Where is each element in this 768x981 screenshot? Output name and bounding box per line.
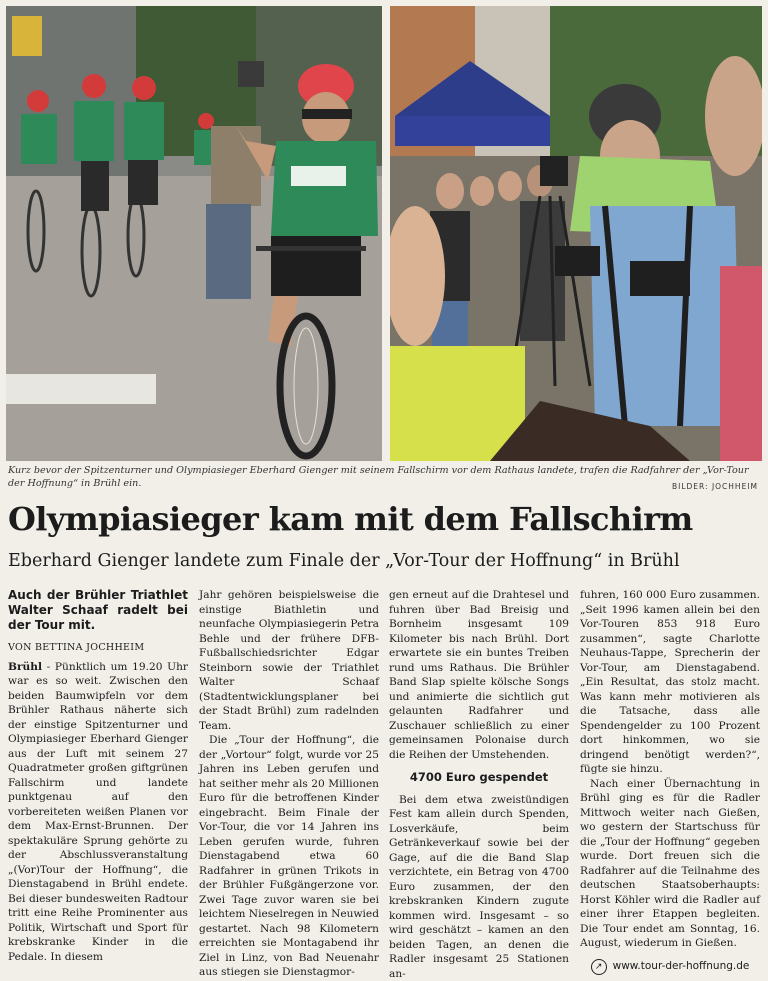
paragraph: Jahr gehören beispielsweise die einstige Biathletin und neunfache Olympiasiegerin Petra Behle und der frühere DFB-Fußballschiedsrichter Edgar Steinborn sowie der Triathlet Walter Schaaf (Stadtentwicklungsplaner bei der Stadt Brühl) zum radelnden Team. — [199, 588, 379, 733]
headline: Olympiasieger kam mit dem Fallschirm — [8, 499, 760, 539]
web-link[interactable] — [580, 959, 760, 975]
photo-credit: BILDER: JOCHHEIM — [672, 482, 758, 491]
lead-paragraph — [8, 660, 188, 965]
paragraph: fuhren, 160 000 Euro zusammen. „Seit 1996 kamen allein bei den Vor-Touren 853 918 Euro zusammen“, sagte Charlotte Neuhaus-Tappe, Sprecherin der Vor-Tour, am Dienstagabend. „Ein Resultat, das stolz macht. Was kann mehr motivieren als die Tatsache, dass alle Spendengelder zu 100 Prozent dort hinkommen, wo sie dringend benötigt werden?“, fügte sie hinzu. — [580, 588, 760, 777]
photo-parachutist — [390, 6, 762, 461]
lead-text: - Pünktlich um 19.20 Uhr war es so weit. Zwischen den beiden Baumwipfeln vor dem Brühler Rathaus näherte sich der einstige Spitzenturner und Olympiasieger Eberhard Gienger aus der Luft mit seinem 27 Quadratmeter großen giftgrünen Fallschirm und landete punktgenau auf den vorbereiteten weißen Planen vor dem Max-Ernst-Brunnen. Der spektakuläre Sprung gehörte zu der Abschlussveranstaltung „(Vor)Tour der Hoffnung“, die Dienstagabend in Brühl endete. Bei dieser bundesweiten Radtour tritt eine Reihe Prominenter aus Politik, Wirtschaft und Sport für krebskranke Kinder in die Pedale. In diesem — [8, 661, 188, 963]
article-column-4 — [580, 588, 760, 975]
byline: VON BETTINA JOCHHEIM — [8, 641, 188, 656]
photo-cyclists — [6, 6, 382, 461]
photo-caption: Kurz bevor der Spitzenturner und Olympiasieger Eberhard Gienger mit seinem Fallschirm vor dem Rathaus landete, trafen die Radfahrer der „Vor-Tour der Hoffnung“ in Brühl ein. — [8, 464, 760, 490]
paragraph: Die „Tour der Hoffnung“, die der „Vortour“ folgt, wurde vor 25 Jahren ins Leben gerufen und hat seither mehr als 20 Millionen Euro für die betroffenen Kinder eingebracht. Beim Finale der Vor-Tour, die vor 14 Jahren ins Leben gerufen wurde, fuhren Dienstagabend etwa 60 Radfahrer in grünen Trikots in der Brühler Fußgängerzone vor. Zwei Tage zuvor waren sie bei leichtem Nieselregen in Neuwied gestartet. Nach 98 Kilometern erreichten sie Montagabend ihr Ziel in Linz, von Bad Neuenahr aus stiegen sie Dienstagmor- — [199, 733, 379, 980]
link-arrow-icon: ↗ — [591, 959, 607, 975]
article-column-1 — [8, 588, 188, 964]
dateline: Brühl — [8, 661, 42, 673]
section-heading: 4700 Euro gespendet — [389, 770, 569, 785]
paragraph: Nach einer Übernachtung in Brühl ging es für die Radler Mittwoch weiter nach Gießen, wo gestern der Startschuss für die „Tour der Hoffnung“ gegeben wurde. Dort freuen sich die Radfahrer auf die Teilnahme des deutschen Staatsoberhaupts: Horst Köhler wird die Radler auf einer ihrer Etappen begleiten. Die Tour endet am Sonntag, 16. August, wiederum in Gießen. — [580, 777, 760, 951]
web-link-text[interactable]: www.tour-der-hoffnung.de — [613, 959, 750, 974]
paragraph: Bei dem etwa zweistündigen Fest kam allein durch Spenden, Losverkäufe, beim Getränkeverkauf sowie bei der Gage, auf die die Band Slap verzichtete, ein Betrag von 4700 Euro zusammen, der den krebskranken Kindern zugute kommen wird. Insgesamt – so wird geschätzt – kamen an den beiden Tagen, an denen die Radler insgesamt 25 Stationen an- — [389, 793, 569, 981]
subheadline: Eberhard Gienger landete zum Finale der „Vor-Tour der Hoffnung“ in Brühl — [8, 550, 760, 572]
article-column-3 — [389, 588, 569, 981]
paragraph: gen erneut auf die Drahtesel und fuhren über Bad Breisig und Bornheim insgesamt 109 Kilometer bis nach Brühl. Dort erwartete sie ein buntes Treiben rund ums Rathaus. Die Brühler Band Slap spielte kölsche Songs und animierte die sichtlich gut gelaunten Radfahrer und Zuschauer schließlich zu einer gemeinsamen Polonaise durch die Reihen der Umstehenden. — [389, 588, 569, 762]
article-column-2 — [199, 588, 379, 980]
teaser: Auch der Brühler Triathlet Walter Schaaf radelt bei der Tour mit. — [8, 588, 188, 633]
